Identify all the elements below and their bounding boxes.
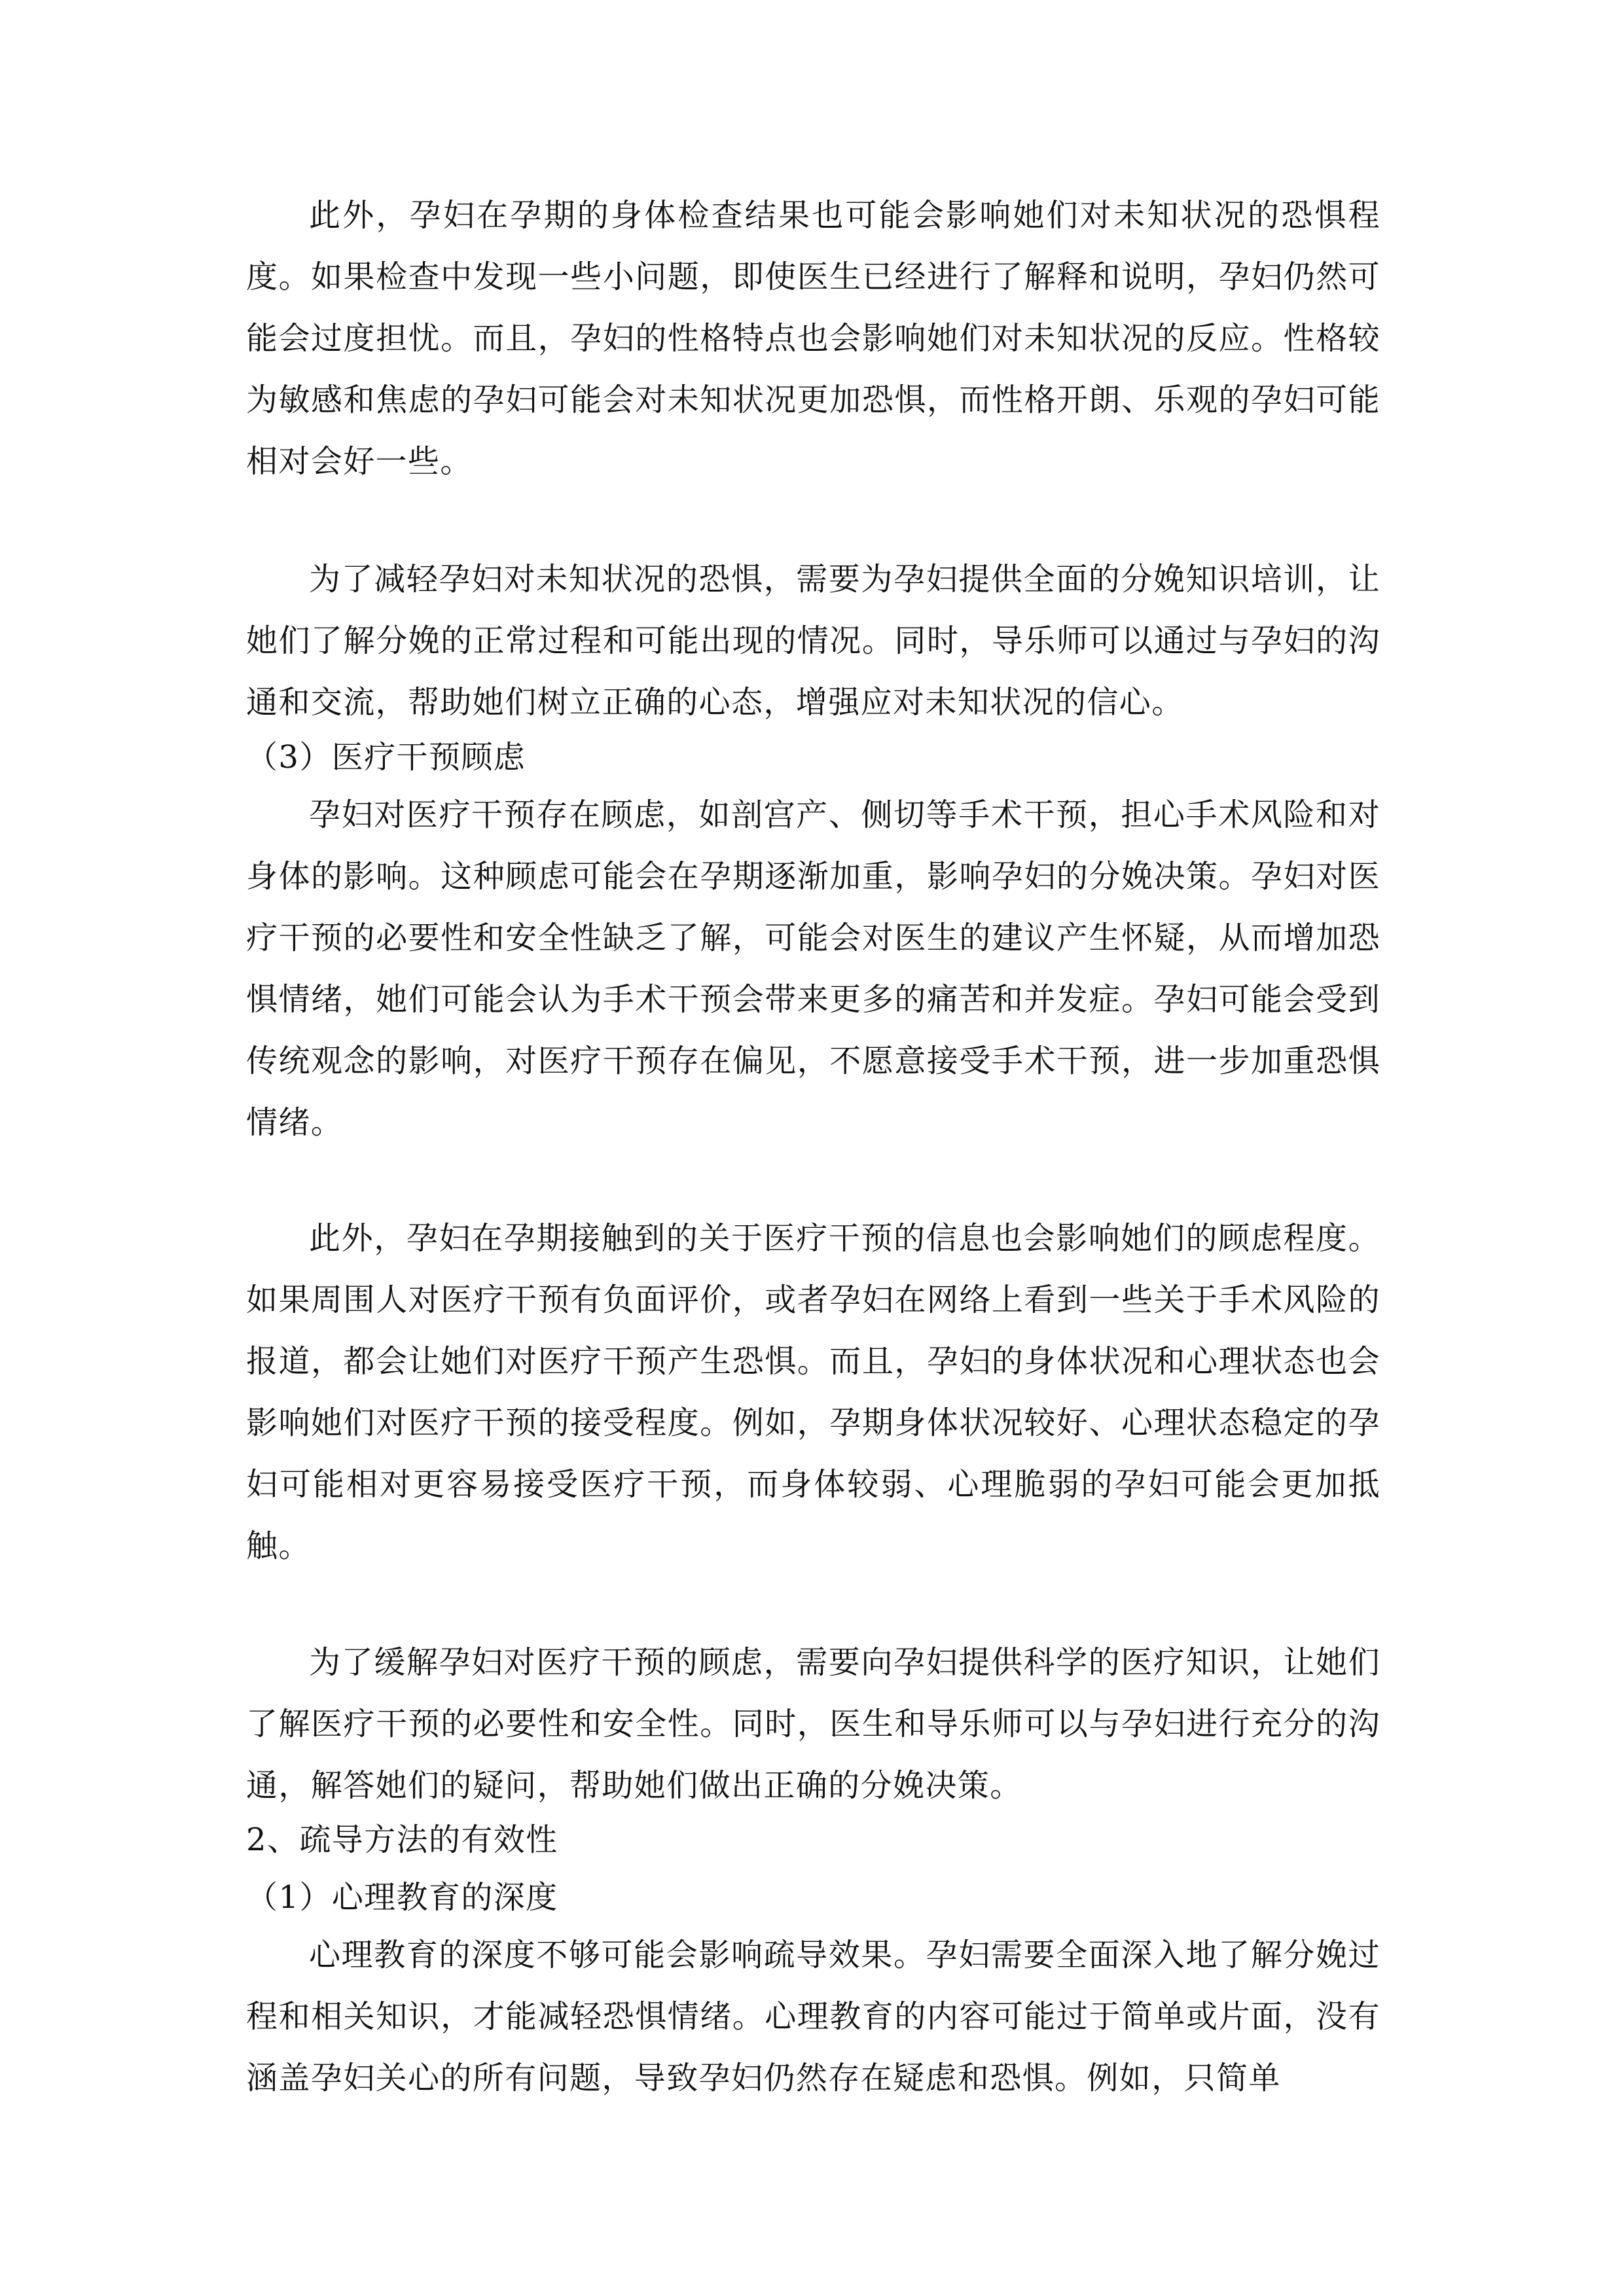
heading-education-depth: （1）心理教育的深度: [246, 1879, 558, 1916]
heading-medical-intervention: （3）医疗干预顾虑: [246, 739, 526, 776]
paragraph-relieve-concerns: 为了缓解孕妇对医疗干预的顾虑，需要向孕妇提供科学的医疗知识，让她们了解医疗干预的必要性和安全性。同时，医生和导乐师可以与孕妇进行充分的沟通，解答她们的疑问，帮助她们做出正确的分娩决策。: [246, 1644, 1380, 1804]
paragraph-knowledge-training: 为了减轻孕妇对未知状况的恐惧，需要为孕妇提供全面的分娩知识培训，让她们了解分娩的正常过程和可能出现的情况。同时，导乐师可以通过与孕妇的沟通和交流，帮助她们树立正确的心态，增强应对未知状况的信心。: [246, 561, 1380, 721]
paragraph-intervention-concerns: 孕妇对医疗干预存在顾虑，如剖宫产、侧切等手术干预，担心手术风险和对身体的影响。这种顾虑可能会在孕期逐渐加重，影响孕妇的分娩决策。孕妇对医疗干预的必要性和安全性缺乏了解，可能会对医生的建议产生怀疑，从而增加恐惧情绪，她们可能会认为手术干预会带来更多的痛苦和并发症。孕妇可能会受到传统观念的影响，对医疗干预存在偏见，不愿意接受手术干预，进一步加重恐惧情绪。: [246, 797, 1380, 1141]
paragraph-intervention-information: 此外，孕妇在孕期接触到的关于医疗干预的信息也会影响她们的顾虑程度。如果周围人对医疗干预有负面评价，或者孕妇在网络上看到一些关于手术风险的报道，都会让她们对医疗干预产生恐惧。而且，孕妇的身体状况和心理状态也会影响她们对医疗干预的接受程度。例如，孕期身体状况较好、心理状态稳定的孕妇可能相对更容易接受医疗干预，而身体较弱、心理脆弱的孕妇可能会更加抵触。: [246, 1220, 1380, 1564]
paragraph-education-depth: 心理教育的深度不够可能会影响疏导效果。孕妇需要全面深入地了解分娩过程和相关知识，才能减轻恐惧情绪。心理教育的内容可能过于简单或片面，没有涵盖孕妇关心的所有问题，导致孕妇仍然存在疑虑和恐惧。例如，只简单: [246, 1937, 1380, 2096]
paragraph-exam-results: 此外，孕妇在孕期的身体检查结果也可能会影响她们对未知状况的恐惧程度。如果检查中发现一些小问题，即使医生已经进行了解释和说明，孕妇仍然可能会过度担忧。而且，孕妇的性格特点也会影响她们对未知状况的反应。性格较为敏感和焦虑的孕妇可能会对未知状况更加恐惧，而性格开朗、乐观的孕妇可能相对会好一些。: [246, 197, 1380, 480]
section-heading-effectiveness: 2、疏导方法的有效性: [246, 1821, 558, 1858]
